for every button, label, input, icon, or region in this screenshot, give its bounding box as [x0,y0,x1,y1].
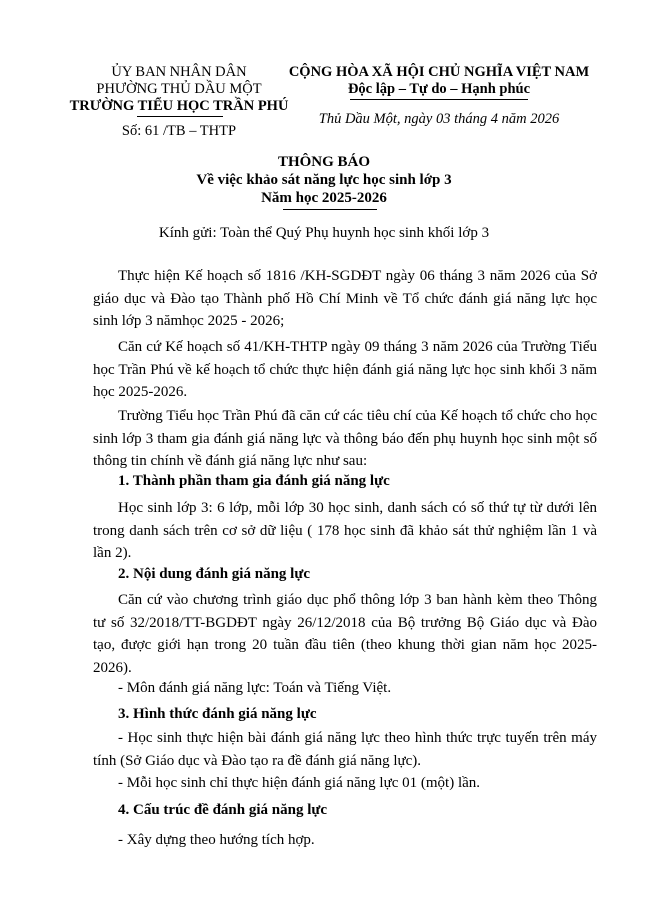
paragraph-school-plan: Căn cứ Kế hoạch số 41/KH-THTP ngày 09 tháng 3 năm 2026 của Trường Tiểu học Trần Phú về kế hoạch tổ chức thực hiện đánh giá năng lực học sinh khối 3 năm học 2025-2026. [93,339,597,401]
section-3-body: - Học sinh thực hiện bài đánh giá năng lực theo hình thức trực tuyến trên máy tính (Sở Giáo dục và Đào tạo ra đề đánh giá năng lực). [93,730,597,769]
motto-underline [350,99,528,100]
agency-name: ỦY BAN NHÂN DÂN [111,64,247,80]
national-title: CỘNG HÒA XÃ HỘI CHỦ NGHĨA VIỆT NAM [288,64,590,80]
notice-title: THÔNG BÁO [277,154,371,170]
school-underline [137,116,223,117]
section-3-attempt-item: - Mỗi học sinh chỉ thực hiện đánh giá năng lực 01 (một) lần. [118,775,481,791]
paragraph-announcement: Trường Tiểu học Trần Phú đã căn cứ các tiêu chí của Kế hoạch tổ chức cho học sinh lớp 3 tham gia đánh giá năng lực và thông báo đến phụ huynh học sinh một số thông tin chính về đánh giá năng lực như sau: [93,408,597,470]
section-3-heading: 3. Hình thức đánh giá năng lực [118,706,317,722]
title-underline [283,209,377,210]
document-date: Thủ Dầu Một, ngày 03 tháng 4 năm 2026 [318,111,560,127]
school-name: TRƯỜNG TIỂU HỌC TRẦN PHÚ [69,98,289,114]
section-2-body: Căn cứ vào chương trình giáo dục phổ thông lớp 3 ban hành kèm theo Thông tư số 32/2018/TT-BGDĐT ngày 26/12/2018 của Bộ trưởng Bộ Giáo dục và Đào tạo, được giới hạn trong 20 tuần đầu tiên (theo khung thời gian năm học 2025-2026). [93,592,597,676]
document-number: Số: 61 /TB – THTP [121,123,237,139]
section-1-heading: 1. Thành phần tham gia đánh giá năng lực [118,473,390,489]
notice-subject: Về việc khảo sát năng lực học sinh lớp 3 [196,172,452,188]
national-motto: Độc lập – Tự do – Hạnh phúc [347,81,531,97]
notice-school-year: Năm học 2025-2026 [261,190,387,206]
section-1-body: Học sinh lớp 3: 6 lớp, mỗi lớp 30 học sinh, danh sách có số thứ tự từ dưới lên trong danh sách trên cơ sở dữ liệu ( 178 học sinh đã khảo sát thử nghiệm lần 1 và lần 2). [93,500,597,562]
section-4-item: - Xây dựng theo hướng tích hợp. [118,832,315,848]
ward-name: PHƯỜNG THỦ DẦU MỘT [96,81,262,97]
recipient-line: Kính gửi: Toàn thể Quý Phụ huynh học sinh khối lớp 3 [158,225,490,241]
section-2-subject-item: - Môn đánh giá năng lực: Toán và Tiếng Việt. [118,680,392,696]
section-4-heading: 4. Cấu trúc đề đánh giá năng lực [118,802,328,818]
paragraph-plan-reference: Thực hiện Kế hoạch số 1816 /KH-SGDĐT ngày 06 tháng 3 năm 2026 của Sở giáo dục và Đào tạo Thành phố Hồ Chí Minh về Tổ chức đánh giá năng lực học sinh lớp 3 nămhọc 2025 - 2026; [93,268,597,330]
section-2-heading: 2. Nội dung đánh giá năng lực [118,566,310,582]
